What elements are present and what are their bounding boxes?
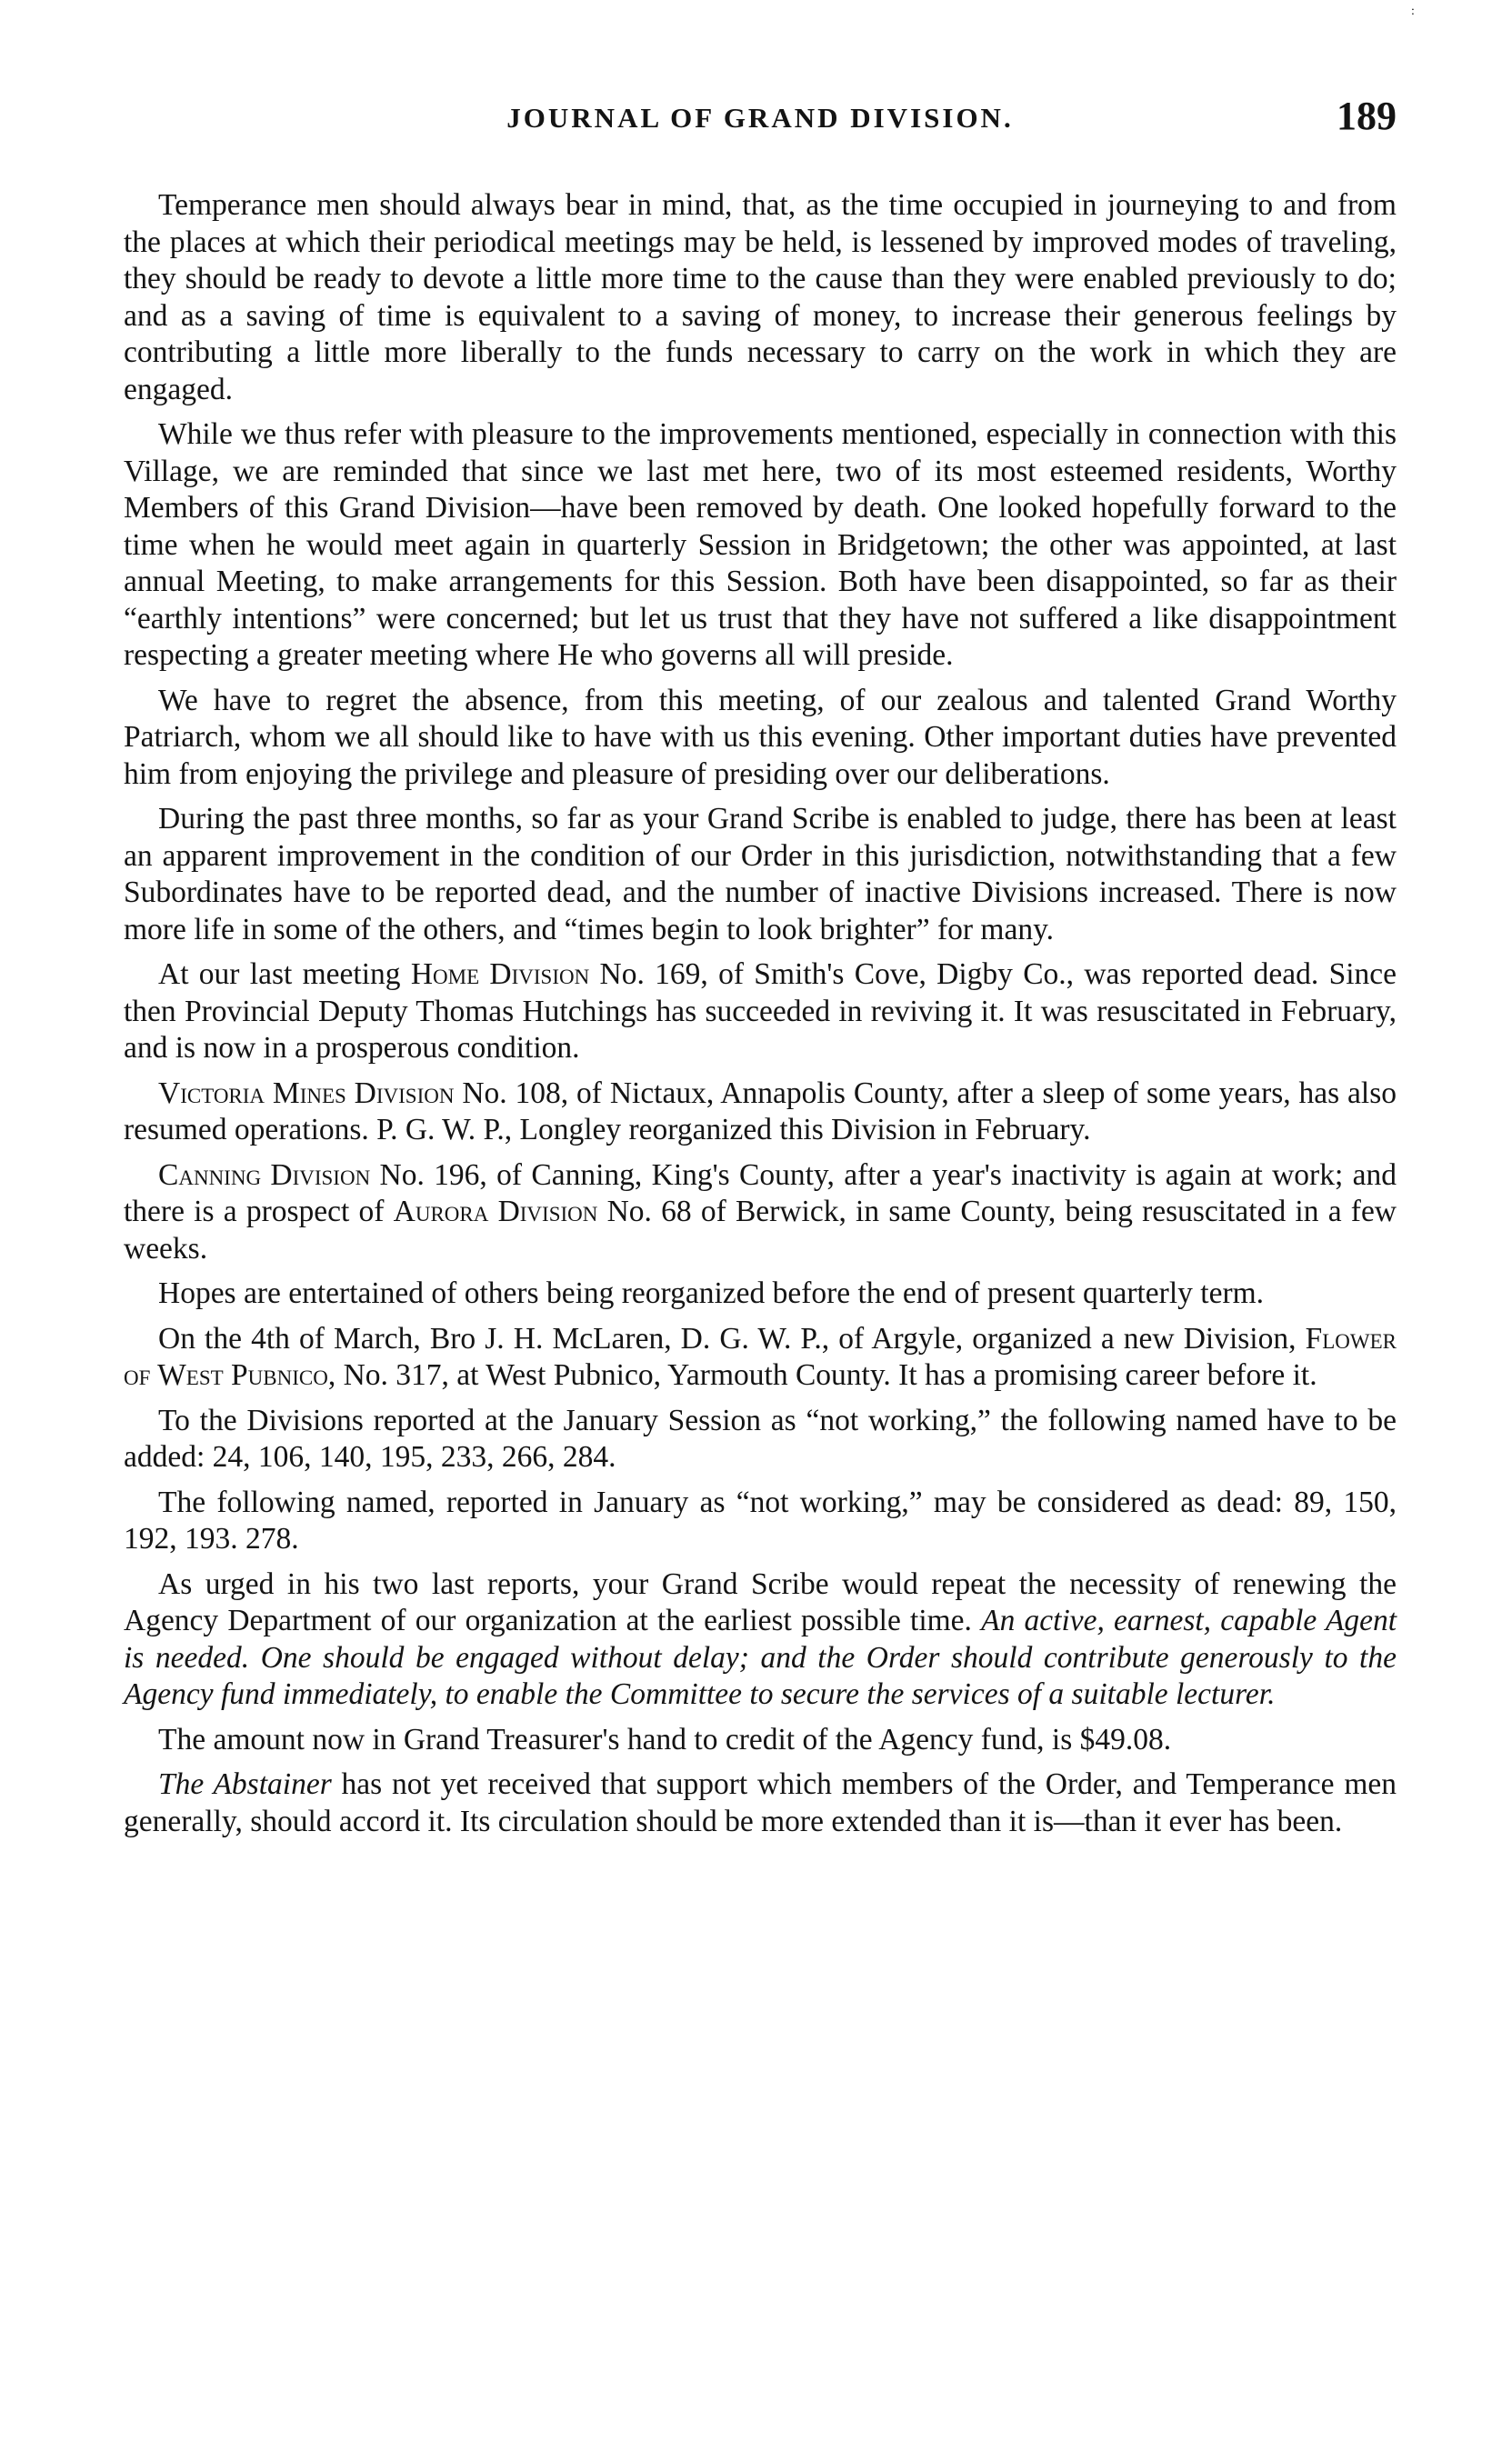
paragraph-canning-division [124,1157,1397,1268]
paragraph-agency-department [124,1566,1397,1714]
text-run: , No. 317, at West Pubnico, Yarmouth County. It has a promising career before it. [327,1358,1317,1392]
paragraph-reorganization-hopes: Hopes are entertained of others being reorganized before the end of present quarterly term. [158,1276,1265,1310]
text-run: No. 196, of Canning, King's County, after a year's inactivity is again at work; and there is a prospect of [124,1157,1397,1228]
emphasis-text: An active, earnest, capable Agent is needed. One should be engaged without delay; and the Order should contribute generously to the Agency fund immediately, to enable the Committee to secure the services of a suitable lecturer. [124,1604,1397,1711]
paragraph-new-division [124,1321,1397,1395]
document-page [124,91,1397,2418]
page-number: 189 [1337,94,1397,138]
paragraph-victoria-mines [124,1076,1397,1149]
running-head: JOURNAL OF GRAND DIVISION. [506,102,1014,134]
paragraph-abstainer [124,1766,1397,1840]
body-text [124,187,1397,1840]
text-run: No. 108, of Nictaux, Annapolis County, after a sleep of some years, has also resumed operations. P. G. W. P., Longley reorganized this Division in February. [124,1076,1397,1146]
paragraph-deceased-members: While we thus refer with pleasure to the improvements mentioned, especially in connection with this Village, we are reminded that since we last met here, two of its most esteemed residents, Worthy Members of this Grand Division—have been removed by death. One looked hopefully forward to the time when he would meet again in quarterly Session in Bridgetown; the other was appointed, at last annual Meeting, to make arrangements for this Session. Both have been disappointed, so far as their “earthly intentions” were concerned; but let us trust that they have not suffered a like disappointment respecting a greater meeting where He who governs all will preside. [124,417,1397,672]
paragraph-not-working: To the Divisions reported at the January Session as “not working,” the following named have to be added: 24, 106, 140, 195, 233, 266, 284. [124,1403,1397,1474]
division-name: Flower of West Pubnico [124,1321,1397,1392]
text-run: As urged in his two last reports, your Grand Scribe would repeat the necessity of renewing the Agency Department of our organization at the earliest possible time. [124,1566,1397,1637]
division-name: Home Division [410,957,590,991]
paragraph-agency-fund: The amount now in Grand Treasurer's hand to credit of the Agency fund, is $49.08. [158,1722,1172,1756]
text-run: No. 68 of Berwick, in same County, being resuscitated in a few weeks. [124,1195,1397,1266]
text-run: On the 4th of March, Bro J. H. McLaren, D. G. W. P., of Argyle, organized a new Division, [158,1321,1306,1356]
text-run: No. 169, of Smith's Cove, Digby Co., was reported dead. Since then Provincial Deputy Thomas Hutchings has succeeded in reviving it. It was resuscitated in February, and is now in a prosperous condition. [124,957,1397,1065]
page-header [124,91,1397,156]
paragraph-considered-dead: The following named, reported in January as “not working,” may be considered as dead: 89, 150, 192, 193. 278. [124,1485,1397,1556]
text-run: At our last meeting [158,957,411,991]
paragraph-home-division [124,956,1397,1067]
paragraph-improvement: During the past three months, so far as your Grand Scribe is enabled to judge, there has been at least an apparent improvement in the condition of our Order in this jurisdiction, notwithstanding that a few Subordinates have to be reported dead, and the number of inactive Divisions increased. There is now more life in some of the others, and “times begin to look brighter” for many. [124,802,1397,946]
publication-title: The Abstainer [158,1767,332,1801]
paragraph-temperance-travel: Temperance men should always bear in mind, that, as the time occupied in journeying to and from the places at which their periodical meetings may be held, is lessened by improved modes of traveling, they should be ready to devote a little more time to the cause than they were enabled previously to do; and as a saving of time is equivalent to a saving of money, to increase their generous feelings by contributing a little more liberally to the funds necessary to carry on the work in which they are engaged. [124,188,1397,406]
text-run: has not yet received that support which members of the Order, and Temperance men generally, should accord it. Its circulation should be more extended than it is—than it ever has been. [124,1767,1397,1838]
division-name: Canning Division [158,1157,371,1192]
division-name: Aurora Division [393,1195,598,1228]
margin-mark: : [1411,5,1415,18]
division-name: Victoria Mines Division [158,1076,455,1110]
paragraph-absence-gwp: We have to regret the absence, from this meeting, of our zealous and talented Grand Worthy Patriarch, whom we all should like to have with us this evening. Other important duties have prevented him from enjoying the privilege and pleasure of presiding over our deliberations. [124,683,1397,791]
